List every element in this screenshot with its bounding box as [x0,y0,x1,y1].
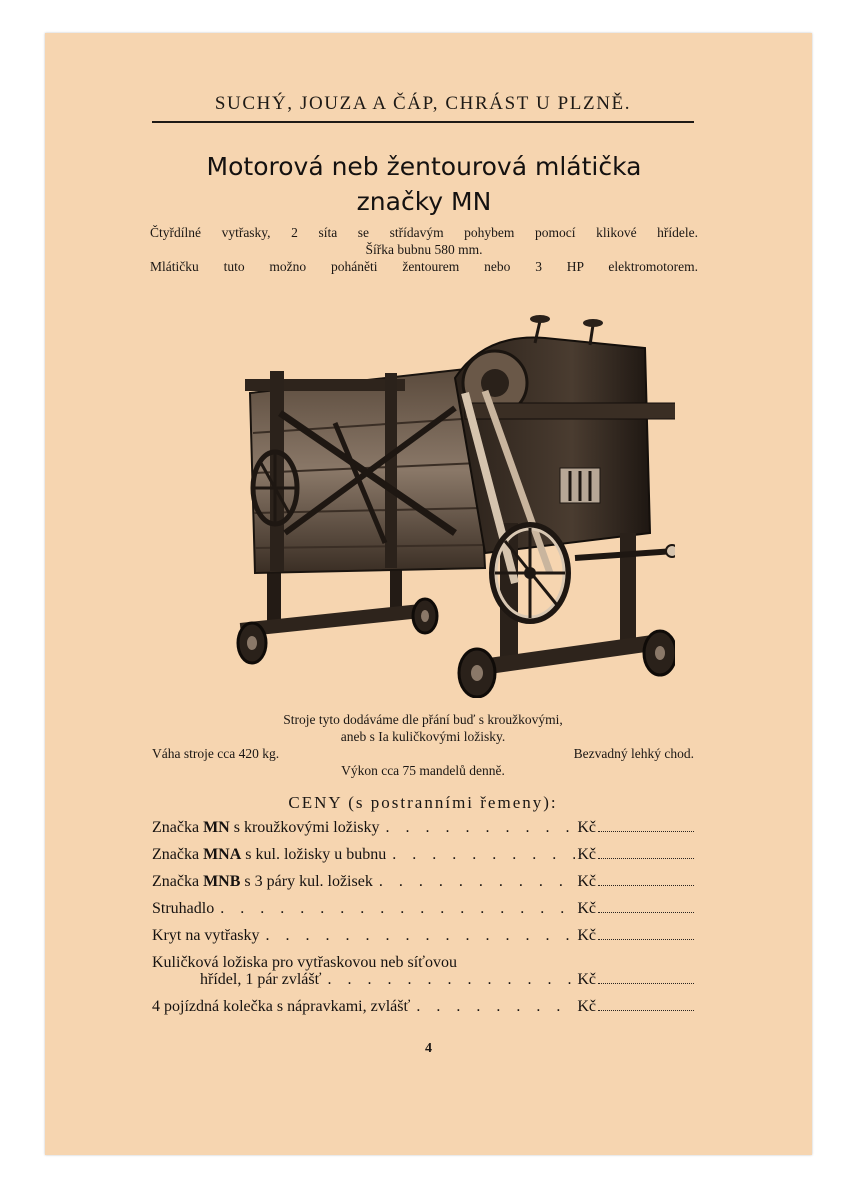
wheel-front-right [644,631,675,675]
price-row-mn [152,819,694,846]
prices-heading: CENY (s postranními řemeny): [288,793,558,812]
wheel-rear-right [413,599,437,633]
currency-label: Kč [577,998,596,1015]
notes-line-2: aneb s Ia kuličkovými ložisky. [340,729,506,744]
running-text: Bezvadný lehký chod. [573,746,694,761]
leader-dots [386,819,576,837]
intro-line-2: Šířka bubnu 580 mm. [365,242,483,257]
threshing-machine-illustration [185,283,675,698]
price-row-struhadlo [152,900,694,927]
intro-line-1: Čtyřdílné vytřasky, 2 síta se střídavým pohybem pomocí klikové hřídele. [150,225,698,240]
machine-notes [152,711,694,779]
price-row-label: Značka MNB s 3 páry kul. ložisek [152,873,373,890]
price-row-bearings [152,954,694,998]
currency-label: Kč [577,900,596,917]
leader-dots [416,998,575,1016]
page-number: 4 [425,1041,432,1056]
price-blank [598,939,694,940]
price-blank [598,1010,694,1011]
price-list [152,819,694,1025]
leader-dots [327,971,575,989]
wheel-rear-left [238,623,266,663]
price-row-label: Značka MNA s kul. ložisky u bubnu [152,846,387,863]
price-row-continuation [152,971,694,998]
company-header: SUCHÝ, JOUZA A ČÁP, CHRÁST U PLZNĚ. [214,93,632,114]
currency-label: Kč [577,846,596,863]
leader-dots [379,873,576,891]
header-rule [152,121,694,123]
currency-label: Kč [577,927,596,944]
intro-line-3: Mlátičku tuto možno poháněti žentourem nebo 3 HP elektromotorem. [150,259,698,274]
output-text: Výkon cca 75 mandelů denně. [341,763,505,778]
price-row-wheels [152,998,694,1025]
flywheel-left [253,452,297,524]
weight-text: Váha stroje cca 420 kg. [152,746,280,761]
title-line-2: značky MN [356,187,492,216]
price-row-label-2: hřídel, 1 pár zvlášť [200,971,322,988]
currency-label: Kč [577,971,596,988]
price-row-kryt [152,927,694,954]
currency-label: Kč [577,873,596,890]
catalog-page [45,33,812,1155]
price-blank [598,831,694,832]
price-row-label: Značka MN s kroužkovými ložisky [152,819,380,836]
leader-dots [220,900,575,918]
price-row-label: Kryt na vytřasky [152,927,260,944]
price-row-label: Struhadlo [152,900,215,917]
flywheel-front [492,525,568,621]
notes-line-1: Stroje tyto dodáváme dle přání buď s kroužkovými, [283,712,563,727]
price-row-label: Kuličková ložiska pro vytřaskovou neb síťovou [152,954,458,971]
leader-dots [392,846,575,864]
notes-weight-row [152,745,694,762]
wheel-front-left [459,649,495,697]
price-blank [598,912,694,913]
price-blank [598,885,694,886]
leader-dots [266,927,576,945]
currency-label: Kč [577,819,596,836]
price-blank [598,858,694,859]
price-blank [598,983,694,984]
intro-text [150,224,698,275]
price-row-mna [152,846,694,873]
price-row-mnb [152,873,694,900]
price-row-label: 4 pojízdná kolečka s nápravkami, zvlášť [152,998,411,1015]
page-title [145,149,703,219]
title-line-1: Motorová neb žentourová mlátička [206,152,642,181]
